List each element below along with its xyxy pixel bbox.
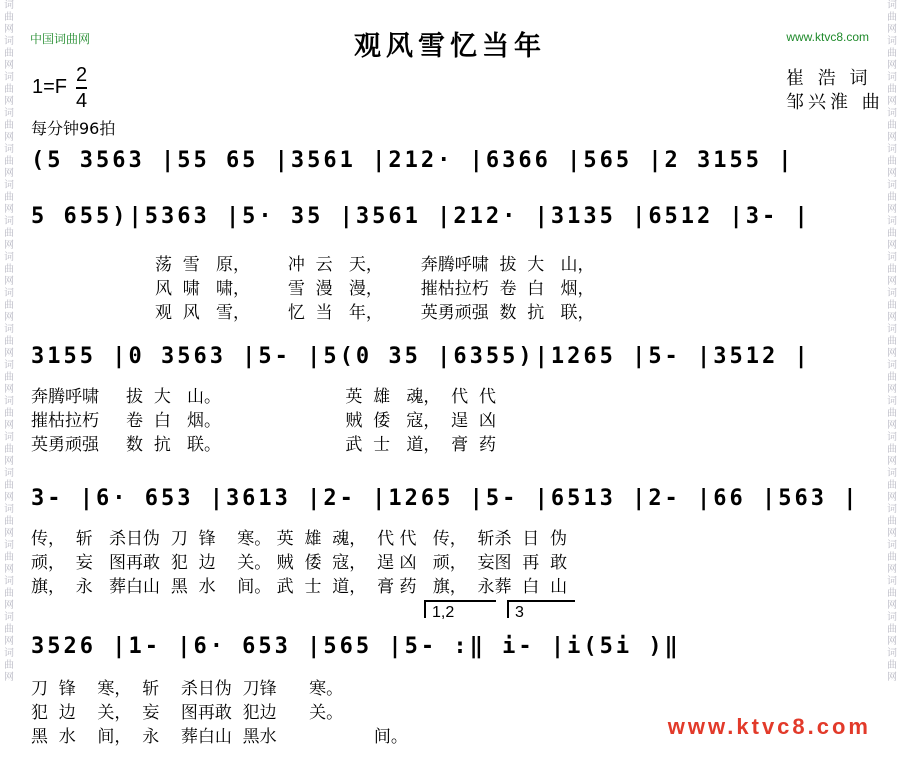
lyric-5-verse-3: 黑 水 间， 永 葬白山 黑水 间。 (31, 727, 408, 747)
meter-top: 2 (76, 64, 88, 86)
lyric-2-verse-2: 风 啸 啸， 雪 漫 漫， 摧枯拉朽 卷 白 烟， (155, 279, 595, 299)
lyric-3-verse-3: 英勇顽强 数 抗 联。 武 士 道， 膏 药 (31, 435, 496, 455)
volta-2-label: 3 (515, 604, 524, 621)
melody-line-3: 3155 |0 3563 |5- |5(0 35 |6355)|1265 |5- |3512 | (31, 344, 811, 369)
watermark-left: 词曲网词曲网词曲网词曲网词曲网词曲网词曲网词曲网词曲网词曲网词曲网词曲网词曲网词曲网词曲网词曲网词曲网词曲网词曲网 (4, 0, 14, 683)
lyric-2-verse-3: 观 风 雪， 忆 当 年， 英勇顽强 数 抗 联， (155, 303, 595, 323)
lyric-4-verse-3: 旗， 永 葬白山 黑 水 间。 武 士 道， 膏 药 旗， 永葬 白 山 (31, 577, 568, 597)
site-name-left[interactable]: 中国词曲网 (30, 32, 91, 46)
song-title: 观风雪忆当年 (354, 31, 546, 62)
volta-2 (507, 600, 575, 621)
lyricist-credit: 崔 浩 词 (786, 68, 872, 89)
time-signature (76, 64, 87, 112)
footer-watermark-url: www.ktvc8.com (667, 714, 871, 739)
lyric-3-verse-1: 奔腾呼啸 拔 大 山。 英 雄 魂， 代 代 (31, 387, 496, 407)
lyric-2-verse-1: 荡 雪 原， 冲 云 天， 奔腾呼啸 拔 大 山， (155, 255, 595, 275)
tempo-marking: 每分钟96拍 (31, 119, 116, 138)
melody-line-4: 3- |6· 653 |3613 |2- |1265 |5- |6513 |2- |66 |563 | (31, 486, 860, 511)
volta-1 (424, 600, 496, 621)
key-signature: 1=F (32, 76, 68, 98)
lyric-3-verse-2: 摧枯拉朽 卷 白 烟。 贼 倭 寇， 逞 凶 (31, 411, 496, 431)
watermark-right: 词曲网词曲网词曲网词曲网词曲网词曲网词曲网词曲网词曲网词曲网词曲网词曲网词曲网词曲网词曲网词曲网词曲网词曲网词曲网 (887, 0, 897, 683)
lyric-4-verse-2: 顽， 妄 图再敢 犯 边 关。 贼 倭 寇， 逞 凶 顽， 妄图 再 敢 (31, 553, 568, 573)
volta-1-label: 1,2 (432, 604, 455, 621)
site-url-right[interactable]: www.ktvc8.com (786, 30, 869, 44)
lyric-4-verse-1: 传， 斩 杀日伪 刀 锋 寒。 英 雄 魂， 代 代 传， 斩杀 日 伪 (31, 529, 568, 549)
melody-line-5: 3526 |1- |6· 653 |565 |5- :‖ i- |i(5i )‖ (31, 634, 681, 659)
composer-credit: 邹兴淮 曲 (786, 92, 884, 113)
melody-line-1: (5 3563 |55 65 |3561 |212· |6366 |565 |2 3155 | (31, 148, 795, 173)
lyric-5-verse-2: 犯 边 关， 妄 图再敢 犯边 关。 (31, 703, 344, 723)
lyric-5-verse-1: 刀 锋 寒， 斩 杀日伪 刀锋 寒。 (31, 679, 344, 699)
melody-line-2: 5 655)|5363 |5· 35 |3561 |212· |3135 |6512 |3- | (31, 204, 811, 229)
meter-bottom: 4 (76, 89, 88, 112)
